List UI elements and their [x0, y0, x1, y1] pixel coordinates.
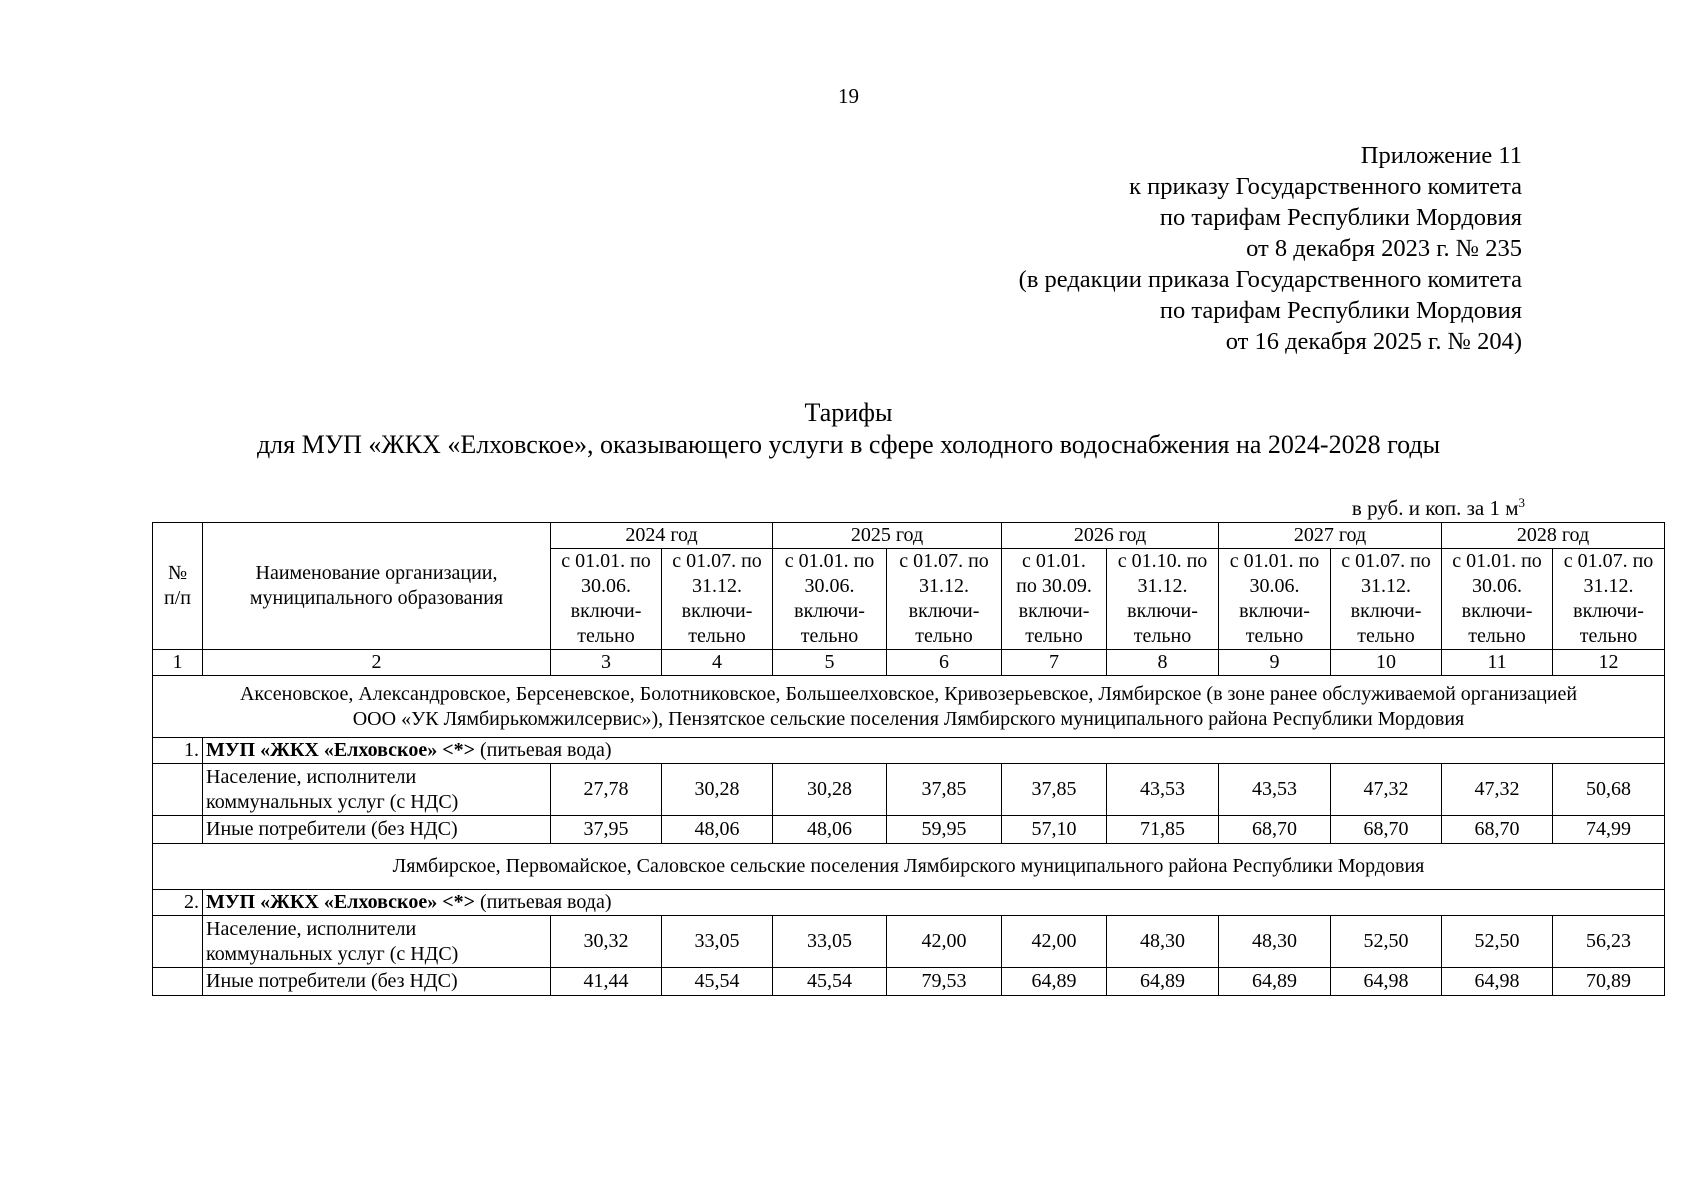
- tariff-value-cell: 37,85: [887, 764, 1002, 816]
- period-line: 30.06.: [1249, 575, 1300, 597]
- table-row: [153, 968, 1665, 996]
- organization-cell: [203, 738, 1665, 764]
- appendix-line: от 16 декабря 2025 г. № 204): [1225, 328, 1522, 355]
- period-line: включи-: [570, 600, 642, 622]
- header-year-cell: 2025 год: [773, 523, 1002, 549]
- period-line: включи-: [1573, 600, 1644, 622]
- header-row-years: [153, 523, 1665, 549]
- consumer-label: Население, исполнители: [206, 917, 417, 940]
- appendix-header: [1019, 140, 1522, 357]
- period-line: с 01.07. по: [899, 550, 989, 572]
- period-line: тельно: [688, 625, 746, 647]
- column-number-row: [153, 650, 1665, 676]
- tariff-value-cell: 52,50: [1442, 916, 1553, 968]
- region-cell: [153, 676, 1665, 738]
- column-number-cell: 4: [662, 650, 773, 676]
- header-name-text: муниципального образования: [249, 587, 504, 609]
- tariff-value-cell: 64,89: [1002, 968, 1107, 996]
- tariff-value-cell: 43,53: [1219, 764, 1331, 816]
- organization-name: МУП «ЖКХ «Елховское» <*>: [206, 891, 475, 913]
- period-line: тельно: [1133, 625, 1192, 647]
- table-row: [153, 816, 1665, 844]
- header-period-cell: [551, 549, 662, 650]
- tariff-value-cell: 64,89: [1219, 968, 1331, 996]
- title-line-1: Тарифы: [804, 398, 893, 427]
- period-line: 31.12.: [1137, 575, 1188, 597]
- tariff-value-cell: 59,95: [887, 816, 1002, 844]
- tariff-value-cell: 30,28: [773, 764, 887, 816]
- tariff-value-cell: 30,28: [662, 764, 773, 816]
- consumer-label: Иные потребители (без НДС): [206, 818, 458, 840]
- consumer-label: коммунальных услуг (с НДС): [206, 790, 459, 813]
- column-number-cell: 7: [1002, 650, 1107, 676]
- period-line: включи-: [1461, 600, 1533, 622]
- header-name-text: Наименование организации,: [255, 562, 498, 584]
- period-line: включи-: [1018, 600, 1090, 622]
- column-number-cell: 3: [551, 650, 662, 676]
- tariff-value-cell: 43,53: [1107, 764, 1219, 816]
- period-line: тельно: [915, 625, 973, 647]
- units-text: в руб. и коп. за 1 м: [1351, 496, 1519, 520]
- organization-name: МУП «ЖКХ «Елховское» <*>: [206, 739, 475, 761]
- period-line: включи-: [1127, 600, 1198, 622]
- tariff-value-cell: 48,06: [662, 816, 773, 844]
- tariff-value-cell: 27,78: [551, 764, 662, 816]
- organization-row: [153, 738, 1665, 764]
- header-year-cell: 2024 год: [551, 523, 773, 549]
- region-text: Лямбирское, Первомайское, Саловское сельские поселения Лямбирского муниципального района Республики Мордовия: [392, 855, 1425, 877]
- region-text: Аксеновское, Александровское, Берсеневское, Болотниковское, Большеелховское, Кривозерьевское, Лямбирское (в зоне ранее обслуживаемой организацией: [239, 682, 1578, 705]
- tariff-value-cell: 79,53: [887, 968, 1002, 996]
- tariff-value-cell: 52,50: [1331, 916, 1442, 968]
- header-num-cell: [153, 523, 203, 650]
- tariff-table: [152, 522, 1665, 996]
- header-num-text: п/п: [164, 587, 191, 609]
- tariff-value-cell: 41,44: [551, 968, 662, 996]
- period-line: с 01.01. по: [561, 550, 651, 572]
- period-line: 30.06.: [1472, 575, 1522, 597]
- header-name-cell: [203, 523, 551, 650]
- header-year-cell: 2026 год: [1002, 523, 1219, 549]
- page-number: 19: [838, 84, 859, 108]
- consumer-label-cell: [203, 816, 551, 844]
- header-period-cell: [1442, 549, 1553, 650]
- consumer-label: коммунальных услуг (с НДС): [206, 942, 459, 965]
- tariff-value-cell: 64,98: [1331, 968, 1442, 996]
- column-number-cell: 11: [1442, 650, 1553, 676]
- period-line: тельно: [577, 625, 635, 647]
- tariff-value-cell: 42,00: [1002, 916, 1107, 968]
- appendix-line: Приложение 11: [1360, 142, 1522, 169]
- appendix-line: от 8 декабря 2023 г. № 235: [1246, 235, 1522, 262]
- column-number-cell: 9: [1219, 650, 1331, 676]
- column-number-cell: 10: [1331, 650, 1442, 676]
- table-row: [153, 916, 1665, 968]
- column-number-cell: 12: [1553, 650, 1665, 676]
- region-cell: [153, 844, 1665, 890]
- tariff-value-cell: 45,54: [773, 968, 887, 996]
- period-line: с 01.01. по: [784, 550, 875, 572]
- header-year-cell: 2028 год: [1442, 523, 1665, 549]
- tariff-value-cell: 37,85: [1002, 764, 1107, 816]
- tariff-value-cell: 57,10: [1002, 816, 1107, 844]
- empty-number-cell: [153, 816, 203, 844]
- header-period-cell: [1107, 549, 1219, 650]
- period-line: тельно: [1025, 625, 1083, 647]
- tariff-value-cell: 64,98: [1442, 968, 1553, 996]
- period-line: с 01.07. по: [1341, 550, 1431, 572]
- tariff-value-cell: 50,68: [1553, 764, 1665, 816]
- appendix-line: по тарифам Республики Мордовия: [1159, 204, 1522, 231]
- tariff-value-cell: 47,32: [1442, 764, 1553, 816]
- organization-cell: [203, 890, 1665, 916]
- appendix-line: по тарифам Республики Мордовия: [1159, 297, 1522, 324]
- period-line: с 01.01.: [1022, 550, 1086, 572]
- period-line: включи-: [908, 600, 980, 622]
- tariff-value-cell: 33,05: [773, 916, 887, 968]
- empty-number-cell: [153, 764, 203, 816]
- period-line: 30.06.: [581, 575, 631, 597]
- units-note: [1352, 495, 1525, 521]
- tariff-value-cell: 30,32: [551, 916, 662, 968]
- tariff-value-cell: 48,30: [1219, 916, 1331, 968]
- consumer-label: Население, исполнители: [206, 765, 417, 788]
- period-line: по 30.09.: [1016, 575, 1092, 597]
- tariff-value-cell: 74,99: [1553, 816, 1665, 844]
- period-line: 30.06.: [804, 575, 855, 597]
- header-num-text: №: [167, 562, 188, 584]
- organization-row: [153, 890, 1665, 916]
- consumer-label-cell: [203, 916, 551, 968]
- period-line: тельно: [1579, 625, 1638, 647]
- tariff-value-cell: 37,95: [551, 816, 662, 844]
- period-line: с 01.01. по: [1229, 550, 1320, 572]
- tariff-value-cell: 33,05: [662, 916, 773, 968]
- table-row: [153, 764, 1665, 816]
- period-line: тельно: [1468, 625, 1526, 647]
- header-period-cell: [1331, 549, 1442, 650]
- period-line: 31.12.: [1583, 575, 1634, 597]
- period-line: включи-: [794, 600, 865, 622]
- appendix-line: (в редакции приказа Государственного комитета: [1018, 266, 1522, 293]
- tariff-value-cell: 68,70: [1219, 816, 1331, 844]
- empty-number-cell: [153, 916, 203, 968]
- tariff-value-cell: 64,89: [1107, 968, 1219, 996]
- tariff-value-cell: 71,85: [1107, 816, 1219, 844]
- tariff-value-cell: 45,54: [662, 968, 773, 996]
- consumer-label-cell: [203, 764, 551, 816]
- tariff-value-cell: 48,30: [1107, 916, 1219, 968]
- header-year-cell: 2027 год: [1219, 523, 1442, 549]
- tariff-value-cell: 56,23: [1553, 916, 1665, 968]
- tariff-value-cell: 68,70: [1442, 816, 1553, 844]
- column-number-cell: 6: [887, 650, 1002, 676]
- period-line: включи-: [1350, 600, 1422, 622]
- header-period-cell: [1553, 549, 1665, 650]
- header-period-cell: [773, 549, 887, 650]
- column-number-cell: 1: [153, 650, 203, 676]
- tariff-value-cell: 70,89: [1553, 968, 1665, 996]
- period-line: с 01.01. по: [1452, 550, 1542, 572]
- period-line: с 01.07. по: [672, 550, 762, 572]
- consumer-label-cell: [203, 968, 551, 996]
- tariff-value-cell: 48,06: [773, 816, 887, 844]
- header-period-cell: [887, 549, 1002, 650]
- period-line: тельно: [1245, 625, 1304, 647]
- units-superscript: 3: [1518, 495, 1525, 510]
- region-row: [153, 676, 1665, 738]
- consumer-label: Иные потребители (без НДС): [206, 970, 458, 992]
- column-number-cell: 5: [773, 650, 887, 676]
- document-title: [0, 397, 1697, 461]
- title-line-2: для МУП «ЖКХ «Елховское», оказывающего услуги в сфере холодного водоснабжения на 2024-2028 годы: [256, 430, 1441, 459]
- column-number-cell: 2: [203, 650, 551, 676]
- period-line: 31.12.: [919, 575, 969, 597]
- period-line: с 01.10. по: [1117, 550, 1208, 572]
- tariff-value-cell: 68,70: [1331, 816, 1442, 844]
- period-line: 31.12.: [1361, 575, 1411, 597]
- column-number-cell: 8: [1107, 650, 1219, 676]
- period-line: тельно: [1357, 625, 1415, 647]
- tariff-value-cell: 42,00: [887, 916, 1002, 968]
- period-line: включи-: [1239, 600, 1310, 622]
- region-row: [153, 844, 1665, 890]
- header-period-cell: [662, 549, 773, 650]
- appendix-line: к приказу Государственного комитета: [1129, 173, 1522, 200]
- row-number-cell: 2.: [153, 890, 203, 916]
- region-text: ООО «УК Лямбирькомжилсервис»), Пензятское сельские поселения Лямбирского муниципального района Республики Мордовия: [352, 707, 1465, 730]
- period-line: 31.12.: [692, 575, 742, 597]
- header-period-cell: [1002, 549, 1107, 650]
- header-period-cell: [1219, 549, 1331, 650]
- tariff-value-cell: 47,32: [1331, 764, 1442, 816]
- empty-number-cell: [153, 968, 203, 996]
- period-line: тельно: [800, 625, 859, 647]
- period-line: включи-: [681, 600, 753, 622]
- organization-suffix: (питьевая вода): [474, 891, 612, 913]
- period-line: с 01.07. по: [1563, 550, 1654, 572]
- row-number-cell: 1.: [153, 738, 203, 764]
- organization-suffix: (питьевая вода): [474, 739, 612, 761]
